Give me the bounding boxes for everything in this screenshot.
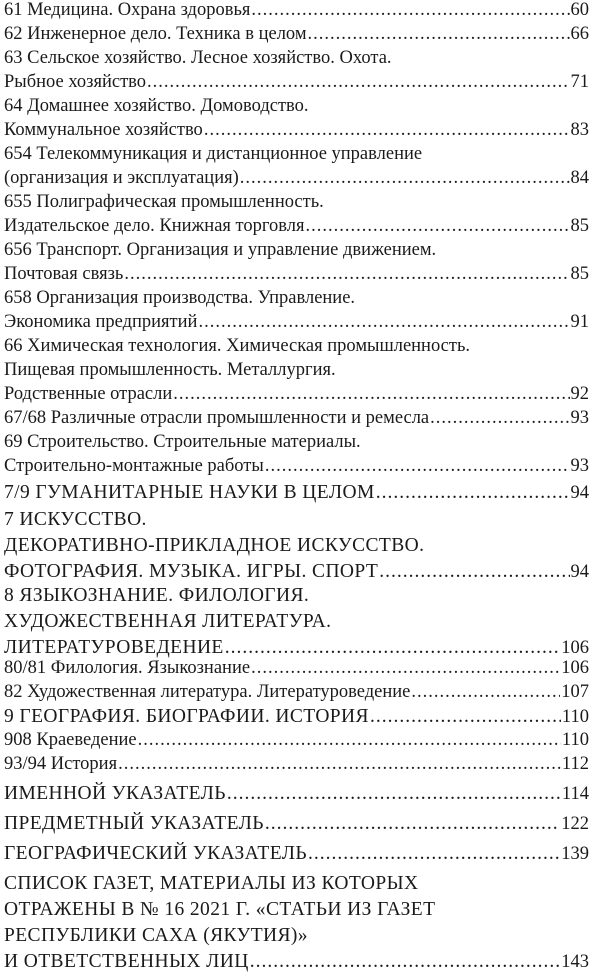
toc-entry-last-line bbox=[4, 704, 589, 730]
toc-entry bbox=[4, 286, 589, 334]
toc-entry-title: 7/9 ГУМАНИТАРНЫЕ НАУКИ В ЦЕЛОМ bbox=[4, 482, 375, 503]
toc-page-number: 143 bbox=[561, 952, 589, 972]
dot-leader bbox=[376, 480, 570, 506]
dot-leader bbox=[411, 680, 560, 704]
toc-entry-title: Коммунальное хозяйство bbox=[4, 120, 203, 140]
toc-entry bbox=[4, 238, 589, 286]
toc-page-number: 139 bbox=[561, 844, 589, 864]
toc-entry-title-line: 654 Телекоммуникация и дистанционное управление bbox=[4, 144, 423, 164]
toc-entry bbox=[4, 704, 589, 730]
toc-page-number: 112 bbox=[561, 754, 589, 774]
toc-entry-title: ГЕОГРАФИЧЕСКИЙ УКАЗАТЕЛЬ bbox=[4, 843, 308, 864]
toc-entry-title: 61 Медицина. Охрана здоровья bbox=[4, 0, 251, 20]
toc-entry bbox=[4, 0, 589, 22]
toc-entry-title: Строительно-монтажные работы bbox=[4, 456, 264, 476]
toc-entry bbox=[4, 728, 589, 752]
toc-page-number: 122 bbox=[561, 814, 589, 834]
toc-page-number: 66 bbox=[570, 24, 589, 44]
dot-leader bbox=[173, 382, 569, 406]
toc-entry-title-line: 7 ИСКУССТВО. bbox=[4, 509, 147, 530]
toc-entry-last-line bbox=[4, 382, 589, 406]
toc-page-number: 71 bbox=[570, 72, 589, 92]
toc-entry-last-line bbox=[4, 454, 589, 478]
dot-leader bbox=[379, 559, 569, 585]
dot-leader bbox=[308, 22, 570, 46]
toc-entry-title-line: 658 Организация производства. Управление. bbox=[4, 288, 356, 308]
toc-entry bbox=[4, 406, 589, 430]
toc-entry-last-line bbox=[4, 310, 589, 334]
dot-leader bbox=[147, 70, 569, 94]
toc-entry-last-line bbox=[4, 680, 589, 704]
toc-entry bbox=[4, 46, 589, 94]
toc-entry-last-line bbox=[4, 559, 589, 585]
toc-page-number: 114 bbox=[561, 784, 589, 804]
toc-entry-title: 80/81 Филология. Языкознание bbox=[4, 658, 251, 678]
toc-entry-last-line bbox=[4, 728, 589, 752]
toc-entry bbox=[4, 190, 589, 238]
toc-page-number: 106 bbox=[561, 658, 589, 678]
toc-entry-title: ПРЕДМЕТНЫЙ УКАЗАТЕЛЬ bbox=[4, 813, 264, 834]
toc-page-number: 60 bbox=[570, 0, 589, 20]
toc-entry-title: ЛИТЕРАТУРОВЕДЕНИЕ bbox=[4, 637, 224, 658]
toc-entry-last-line bbox=[4, 949, 589, 975]
dot-leader bbox=[124, 262, 569, 286]
toc-entry-title-line: 655 Полиграфическая промышленность. bbox=[4, 192, 324, 212]
toc-entry-title: 908 Краеведение bbox=[4, 730, 137, 750]
toc-page-number: 92 bbox=[570, 384, 589, 404]
toc-entry-title: (организация и эксплуатация) bbox=[4, 168, 239, 188]
dot-leader bbox=[265, 454, 570, 478]
dot-leader bbox=[308, 841, 560, 867]
toc-entry-last-line bbox=[4, 214, 589, 238]
toc-entry-title: 82 Художественная литература. Литературоведение bbox=[4, 682, 411, 702]
toc-entry-title-line: 69 Строительство. Строительные материалы. bbox=[4, 432, 361, 452]
toc-entry-title-line: Пищевая промышленность. Металлургия. bbox=[4, 360, 336, 380]
toc-entry bbox=[4, 752, 589, 776]
toc-page-number: 110 bbox=[561, 707, 589, 727]
dot-leader bbox=[227, 781, 561, 807]
toc-page-number: 91 bbox=[570, 312, 589, 332]
dot-leader bbox=[240, 166, 570, 190]
toc-entry-last-line bbox=[4, 841, 589, 867]
toc-entry-title-line: 8 ЯЗЫКОЗНАНИЕ. ФИЛОЛОГИЯ. bbox=[4, 585, 310, 606]
toc-entry-title-line: 64 Домашнее хозяйство. Домоводство. bbox=[4, 96, 309, 116]
toc-entry-title: Почтовая связь bbox=[4, 264, 124, 284]
toc-page-number: 94 bbox=[570, 562, 589, 582]
toc-entry-title-line: ОТРАЖЕНЫ В № 16 2021 Г. «СТАТЬИ ИЗ ГАЗЕТ bbox=[4, 899, 436, 920]
toc-entry-last-line bbox=[4, 70, 589, 94]
toc-entry-last-line bbox=[4, 811, 589, 837]
dot-leader bbox=[204, 118, 570, 142]
dot-leader bbox=[250, 949, 561, 975]
toc-entry bbox=[4, 841, 589, 867]
toc-entry-title: Экономика предприятий bbox=[4, 312, 198, 332]
toc-entry bbox=[4, 142, 589, 190]
dot-leader bbox=[306, 214, 570, 238]
toc-entry-last-line bbox=[4, 166, 589, 190]
toc-entry-title-line: 66 Химическая технология. Химическая промышленность. bbox=[4, 336, 471, 356]
toc-entry-title-line: РЕСПУБЛИКИ САХА (ЯКУТИЯ)» bbox=[4, 925, 308, 946]
toc-entry bbox=[4, 430, 589, 478]
toc-page-number: 94 bbox=[570, 483, 589, 503]
toc-entry-title-line: 63 Сельское хозяйство. Лесное хозяйство. Охота. bbox=[4, 48, 392, 68]
toc-entry-title: Родственные отрасли bbox=[4, 384, 173, 404]
toc-entry bbox=[4, 656, 589, 680]
toc-entry-last-line bbox=[4, 22, 589, 46]
dot-leader bbox=[265, 811, 560, 837]
toc-entry-last-line bbox=[4, 480, 589, 506]
toc-entry-last-line bbox=[4, 752, 589, 776]
dot-leader bbox=[138, 728, 561, 752]
toc-entry bbox=[4, 781, 589, 807]
toc-entry bbox=[4, 334, 589, 406]
toc-entry-title: 9 ГЕОГРАФИЯ. БИОГРАФИИ. ИСТОРИЯ bbox=[4, 706, 369, 727]
toc-page-number: 83 bbox=[570, 120, 589, 140]
toc-entry-last-line bbox=[4, 262, 589, 286]
toc-entry-last-line bbox=[4, 656, 589, 680]
toc-entry-last-line bbox=[4, 781, 589, 807]
toc-page-number: 110 bbox=[561, 730, 589, 750]
toc-page-number: 93 bbox=[570, 408, 589, 428]
toc-entry-title: ФОТОГРАФИЯ. МУЗЫКА. ИГРЫ. СПОРТ bbox=[4, 561, 379, 582]
toc-entry bbox=[4, 480, 589, 506]
toc-entry-title-line: ХУДОЖЕСТВЕННАЯ ЛИТЕРАТУРА. bbox=[4, 611, 332, 632]
dot-leader bbox=[370, 704, 561, 730]
toc-entry-title-line: 656 Транспорт. Организация и управление движением. bbox=[4, 240, 437, 260]
toc-page-number: 106 bbox=[561, 638, 589, 658]
dot-leader bbox=[251, 0, 569, 22]
dot-leader bbox=[118, 752, 561, 776]
dot-leader bbox=[251, 656, 560, 680]
toc-entry-title: 62 Инженерное дело. Техника в целом bbox=[4, 24, 307, 44]
toc-entry bbox=[4, 507, 589, 585]
dot-leader bbox=[198, 310, 569, 334]
toc-entry-last-line bbox=[4, 406, 589, 430]
toc-entry bbox=[4, 871, 589, 975]
toc-entry bbox=[4, 680, 589, 704]
toc-entry-title: 67/68 Различные отрасли промышленности и ремесла bbox=[4, 408, 430, 428]
dot-leader bbox=[430, 406, 569, 430]
toc-entry-last-line bbox=[4, 0, 589, 22]
toc-entry-title: 93/94 История bbox=[4, 754, 118, 774]
toc-page-number: 107 bbox=[561, 682, 589, 702]
toc-entry-title-line: ДЕКОРАТИВНО-ПРИКЛАДНОЕ ИСКУССТВО. bbox=[4, 535, 425, 556]
toc-entry-title-line: СПИСОК ГАЗЕТ, МАТЕРИАЛЫ ИЗ КОТОРЫХ bbox=[4, 873, 419, 894]
toc-entry bbox=[4, 94, 589, 142]
toc-page-number: 85 bbox=[570, 216, 589, 236]
toc-entry-title: И ОТВЕТСТВЕННЫХ ЛИЦ bbox=[4, 951, 249, 972]
toc-page-number: 93 bbox=[570, 456, 589, 476]
toc-entry-title: Рыбное хозяйство bbox=[4, 72, 147, 92]
toc-entry bbox=[4, 811, 589, 837]
toc-entry-last-line bbox=[4, 118, 589, 142]
toc-page-number: 84 bbox=[570, 168, 589, 188]
toc-page-number: 85 bbox=[570, 264, 589, 284]
toc-entry bbox=[4, 583, 589, 661]
toc-entry-title: Издательское дело. Книжная торговля bbox=[4, 216, 305, 236]
toc-entry-title: ИМЕННОЙ УКАЗАТЕЛЬ bbox=[4, 783, 226, 804]
toc-entry bbox=[4, 22, 589, 46]
